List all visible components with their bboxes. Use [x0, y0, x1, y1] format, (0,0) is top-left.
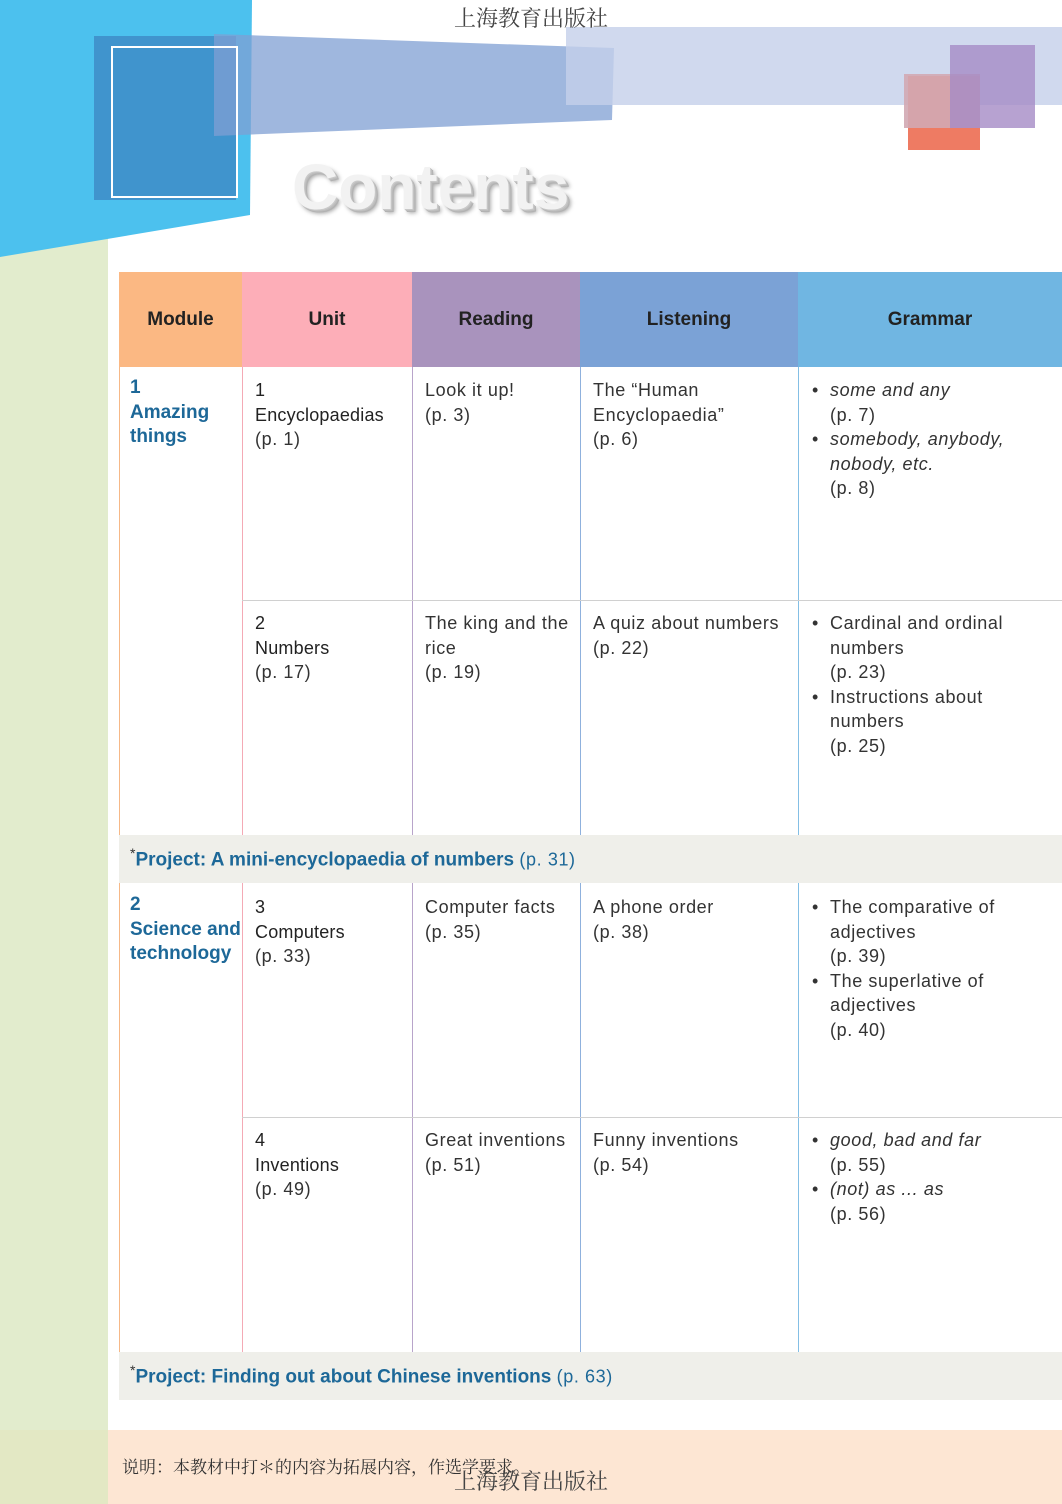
header-reading: Reading — [412, 272, 580, 367]
column-divider — [580, 367, 581, 835]
module-title-line: things — [130, 426, 187, 448]
project-label: Project: Finding out about Chinese inventions — [135, 1366, 552, 1388]
unit-4-listening — [593, 1128, 739, 1177]
unit-3-grammar — [812, 895, 995, 1043]
unit-4-grammar — [812, 1128, 981, 1226]
column-divider — [798, 367, 799, 835]
unit-1-grammar — [812, 378, 1004, 501]
module-title-line: technology — [130, 943, 232, 965]
unit-title: Inventions — [255, 1154, 340, 1175]
unit-1-reading — [425, 378, 515, 427]
module-number: 1 — [130, 377, 141, 398]
unit-1-listening — [593, 378, 724, 452]
grammar-line: • (not) as ... as — [830, 1179, 945, 1200]
column-divider — [242, 367, 243, 835]
asterisk-mark: * — [130, 845, 136, 861]
page-title: Contents — [292, 151, 570, 223]
reading-line: rice — [425, 637, 457, 658]
header-grammar: Grammar — [798, 272, 1062, 367]
unit-page: (p. 1) — [255, 429, 301, 450]
unit-title: Computers — [255, 921, 345, 942]
project-label: Project: A mini-encyclopaedia of numbers — [135, 849, 515, 871]
asterisk-mark: * — [130, 1362, 136, 1378]
module-title-line: Amazing — [130, 401, 210, 423]
unit-4-reading — [425, 1128, 566, 1177]
grammar-item — [812, 1177, 981, 1226]
listening-line: A quiz about numbers — [593, 613, 780, 633]
reading-line: The king and the — [425, 613, 569, 633]
unit-2-cell — [255, 611, 329, 685]
reading-page: (p. 3) — [425, 404, 471, 425]
listening-line: Funny inventions — [593, 1130, 739, 1150]
project-1 — [130, 845, 576, 871]
unit-2-reading — [425, 611, 569, 685]
listening-line: The “Human — [593, 380, 700, 400]
grammar-item — [812, 895, 995, 969]
unit-3-reading — [425, 895, 555, 944]
unit-page: (p. 49) — [255, 1179, 312, 1200]
reading-page: (p. 35) — [425, 921, 482, 942]
row-divider — [242, 1117, 1062, 1118]
grammar-line: • good, bad and far — [830, 1130, 982, 1150]
unit-number: 2 — [255, 613, 266, 633]
header-unit: Unit — [242, 272, 412, 367]
reading-page: (p. 19) — [425, 662, 482, 683]
grammar-item — [812, 969, 995, 1043]
reading-line: Computer facts — [425, 897, 556, 917]
unit-4-cell — [255, 1128, 339, 1202]
project-page: (p. 63) — [556, 1366, 613, 1387]
grammar-line: • somebody, anybody, — [830, 429, 1005, 450]
listening-line: A phone order — [593, 897, 714, 917]
grammar-item — [812, 611, 1003, 685]
publisher-watermark-bottom: 上海教育出版社 — [453, 1470, 608, 1495]
unit-page: (p. 17) — [255, 662, 312, 683]
grammar-item — [812, 685, 1003, 759]
grammar-page: (p. 56) — [830, 1203, 887, 1224]
grammar-line: adjectives — [830, 995, 917, 1016]
row-divider — [242, 600, 1062, 601]
grammar-line: • Instructions about — [830, 686, 983, 707]
unit-number: 4 — [255, 1130, 266, 1150]
header-listening: Listening — [580, 272, 798, 367]
grammar-page: (p. 25) — [830, 735, 887, 756]
grammar-page: (p. 39) — [830, 946, 887, 967]
column-divider — [412, 367, 413, 835]
module-number: 2 — [130, 894, 141, 915]
grammar-line: adjectives — [830, 921, 917, 942]
publisher-watermark-top: 上海教育出版社 — [453, 7, 608, 32]
grammar-page: (p. 8) — [830, 478, 876, 499]
unit-3-cell — [255, 895, 345, 969]
listening-page: (p. 6) — [593, 429, 639, 450]
grammar-line: • some and any — [830, 380, 951, 400]
unit-number: 3 — [255, 897, 266, 917]
grammar-line: numbers — [830, 637, 905, 658]
footnote: 说明：本教材中打＊的内容为拓展内容，作选学要求。 — [122, 1458, 530, 1478]
listening-page: (p. 54) — [593, 1154, 650, 1175]
grammar-line: • The superlative of — [830, 970, 984, 991]
module-title-line: Science and — [130, 918, 241, 940]
column-divider — [119, 883, 120, 1352]
listening-line: Encyclopaedia” — [593, 404, 725, 425]
unit-page: (p. 33) — [255, 946, 312, 967]
grammar-page: (p. 40) — [830, 1019, 887, 1040]
grammar-page: (p. 7) — [830, 404, 876, 425]
module-1-cell — [130, 376, 209, 450]
grammar-item — [812, 427, 1004, 501]
column-divider — [119, 367, 120, 835]
grammar-line: numbers — [830, 711, 905, 732]
unit-title: Encyclopaedias — [255, 404, 384, 425]
unit-2-listening — [593, 611, 779, 660]
grammar-line: nobody, etc. — [830, 453, 934, 474]
grammar-page: (p. 23) — [830, 662, 887, 683]
project-2 — [130, 1362, 613, 1388]
module-2-cell — [130, 893, 241, 967]
unit-title: Numbers — [255, 637, 330, 658]
unit-number: 1 — [255, 380, 266, 400]
grammar-line: • Cardinal and ordinal — [830, 613, 1004, 633]
grammar-item — [812, 1128, 981, 1177]
listening-page: (p. 38) — [593, 921, 650, 942]
listening-page: (p. 22) — [593, 637, 650, 658]
grammar-page: (p. 55) — [830, 1154, 887, 1175]
grammar-item — [812, 378, 1004, 427]
grammar-line: • The comparative of — [830, 897, 995, 917]
unit-3-listening — [593, 895, 714, 944]
header-module: Module — [119, 272, 242, 367]
reading-line: Great inventions — [425, 1130, 566, 1150]
reading-page: (p. 51) — [425, 1154, 482, 1175]
unit-1-cell — [255, 378, 384, 452]
unit-2-grammar — [812, 611, 1003, 759]
reading-line: Look it up! — [425, 380, 515, 400]
project-page: (p. 31) — [519, 849, 576, 870]
